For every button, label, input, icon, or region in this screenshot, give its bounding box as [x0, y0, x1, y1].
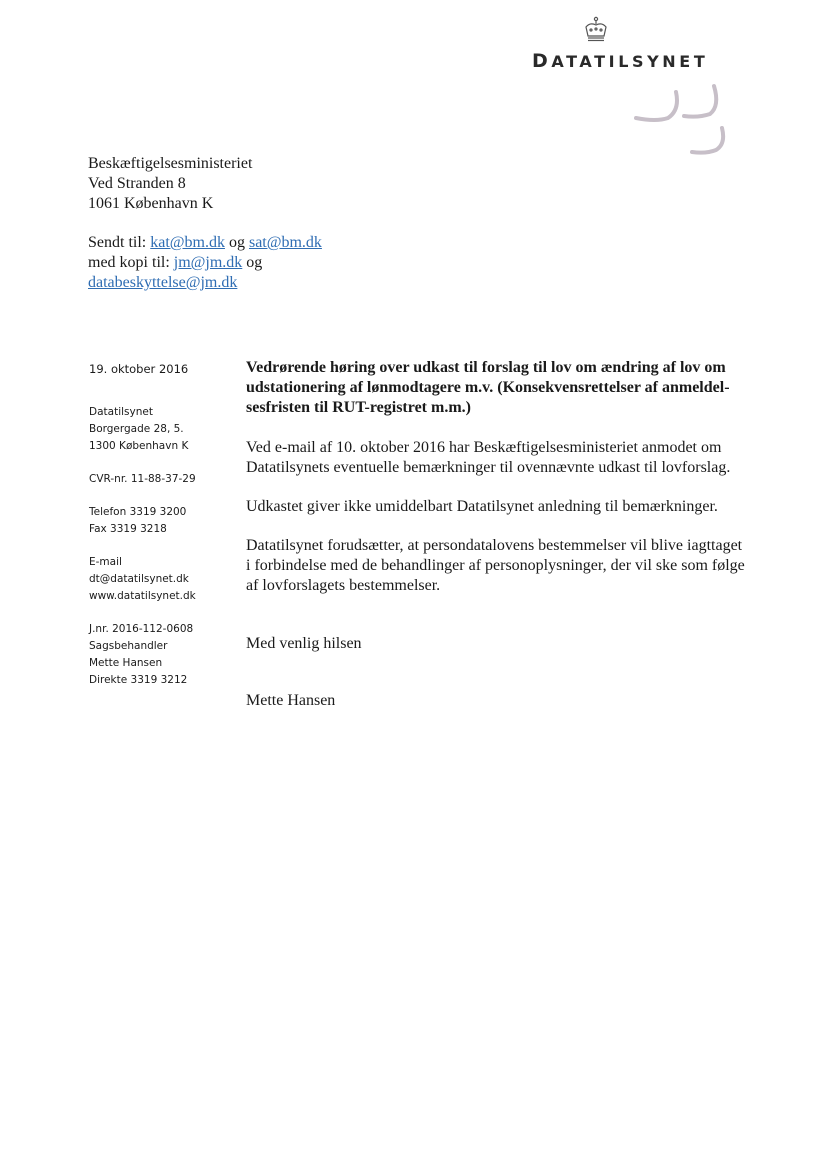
closing-greeting: Med venlig hilsen: [246, 635, 362, 652]
phone-number: Telefon 3319 3200: [89, 506, 187, 518]
sender-email[interactable]: dt@datatilsynet.dk: [89, 573, 189, 585]
paragraph-line: Datatilsynet forudsætter, at persondatalovens bestemmelser vil blive iagttaget: [246, 537, 743, 554]
signature-name: Mette Hansen: [246, 692, 336, 709]
recipient-line: Beskæftigelsesministeriet: [88, 155, 253, 172]
sent-to-label: Sendt til:: [88, 234, 151, 251]
paragraph-3: [246, 536, 776, 596]
paragraph-1: [246, 438, 776, 478]
distribution-block: [88, 233, 322, 293]
paragraph-line: i forbindelse med de behandlinger af personoplysninger, der vil ske som følge: [246, 557, 745, 574]
subject-line: sesfristen til RUT-registret m.m.): [246, 399, 471, 416]
sender-org: Datatilsynet: [89, 406, 153, 418]
paragraph-line: Ved e-mail af 10. oktober 2016 har Beskæftigelsesministeriet anmodet om: [246, 439, 722, 456]
signature-mark: [628, 80, 738, 160]
joiner-text: og: [224, 234, 249, 251]
email-link-jm[interactable]: jm@jm.dk: [173, 254, 243, 271]
joiner-text: og: [242, 254, 263, 271]
email-label: E-mail: [89, 556, 122, 568]
cvr-number: CVR-nr. 11-88-37-29: [89, 473, 196, 485]
subject-heading: [246, 358, 776, 418]
sender-website[interactable]: www.datatilsynet.dk: [89, 590, 196, 602]
journal-number: J.nr. 2016-112-0608: [89, 623, 194, 635]
sender-address-2: 1300 København K: [89, 440, 189, 452]
email-link-sat[interactable]: sat@bm.dk: [248, 234, 322, 251]
email-link-databeskyttelse[interactable]: databeskyttelse@jm.dk: [88, 274, 238, 291]
crown-icon: [582, 16, 610, 44]
recipient-line: Ved Stranden 8: [88, 175, 186, 192]
brand-logo-text: DATATILSYNET: [532, 50, 709, 72]
paragraph-line: Datatilsynets eventuelle bemærkninger til ovennævnte udkast til lovforslag.: [246, 459, 731, 476]
direct-phone: Direkte 3319 3212: [89, 674, 188, 686]
paragraph-2: [246, 497, 776, 517]
case-handler-name: Mette Hansen: [89, 657, 163, 669]
subject-line: Vedrørende høring over udkast til forslag til lov om ændring af lov om: [246, 359, 726, 376]
email-link-kat[interactable]: kat@bm.dk: [150, 234, 225, 251]
paragraph-line: af lovforslagets bestemmelser.: [246, 577, 441, 594]
recipient-line: 1061 København K: [88, 195, 214, 212]
case-handler-label: Sagsbehandler: [89, 640, 168, 652]
paragraph-line: Udkastet giver ikke umiddelbart Datatilsynet anledning til bemærkninger.: [246, 498, 718, 515]
recipient-address: [88, 154, 252, 214]
subject-line: udstationering af lønmodtagere m.v. (Konsekvensrettelser af anmeldel-: [246, 379, 730, 396]
sender-address-1: Borgergade 28, 5.: [89, 423, 184, 435]
fax-number: Fax 3319 3218: [89, 523, 167, 535]
cc-label: med kopi til:: [88, 254, 174, 271]
letter-date: 19. oktober 2016: [89, 362, 189, 376]
